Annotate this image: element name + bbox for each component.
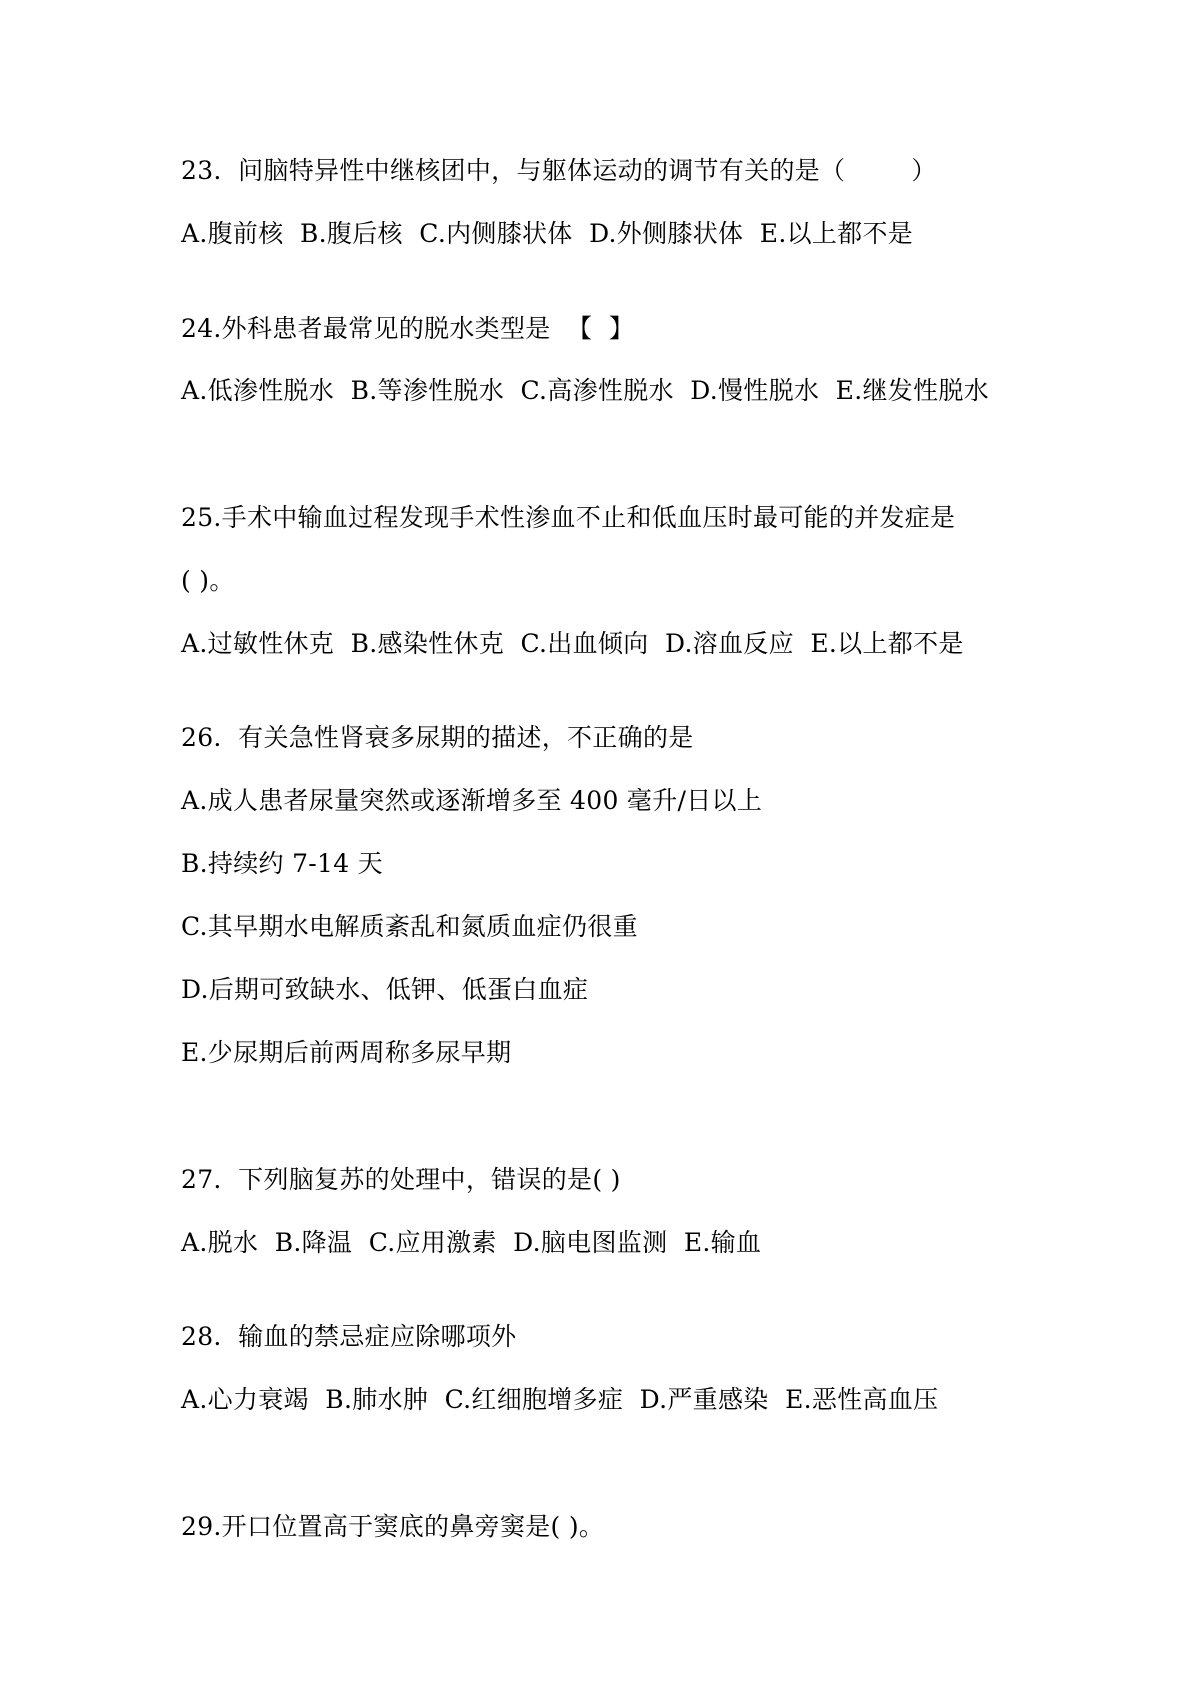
question-28-stem: 28. 输血的禁忌症应除哪项外: [181, 1322, 517, 1351]
question-26-stem: 26. 有关急性肾衰多尿期的描述，不正确的是: [181, 723, 694, 752]
question-23-options: A.腹前核 B.腹后核 C.内侧膝状体 D.外侧膝状体 E.以上都不是: [181, 219, 914, 248]
question-24-options: A.低渗性脱水 B.等渗性脱水 C.高渗性脱水 D.慢性脱水 E.继发性脱水: [181, 376, 989, 405]
question-29-stem: 29.开口位置高于窦底的鼻旁窦是( )。: [181, 1512, 605, 1541]
question-25-stem-continued: ( )。: [181, 566, 235, 595]
question-26-option-e: E.少尿期后前两周称多尿早期: [181, 1038, 512, 1067]
question-28-options: A.心力衰竭 B.肺水肿 C.红细胞增多症 D.严重感染 E.恶性高血压: [181, 1385, 939, 1414]
question-23-stem: 23. 问脑特异性中继核团中，与躯体运动的调节有关的是（ ）: [181, 156, 937, 185]
question-24-stem: 24.外科患者最常见的脱水类型是 【 】: [181, 314, 635, 343]
question-27-options: A.脱水 B.降温 C.应用激素 D.脑电图监测 E.输血: [181, 1228, 762, 1257]
question-26-option-c: C.其早期水电解质紊乱和氮质血症仍很重: [181, 912, 638, 941]
question-26-option-b: B.持续约 7-14 天: [181, 849, 383, 878]
question-27-stem: 27. 下列脑复苏的处理中，错误的是( ): [181, 1165, 621, 1194]
question-25-stem: 25.手术中输血过程发现手术性渗血不止和低血压时最可能的并发症是: [181, 503, 956, 532]
question-26-option-d: D.后期可致缺水、低钾、低蛋白血症: [181, 975, 589, 1004]
question-25-options: A.过敏性休克 B.感染性休克 C.出血倾向 D.溶血反应 E.以上都不是: [181, 629, 964, 658]
question-26-option-a: A.成人患者尿量突然或逐渐增多至 400 毫升/日以上: [181, 786, 763, 815]
